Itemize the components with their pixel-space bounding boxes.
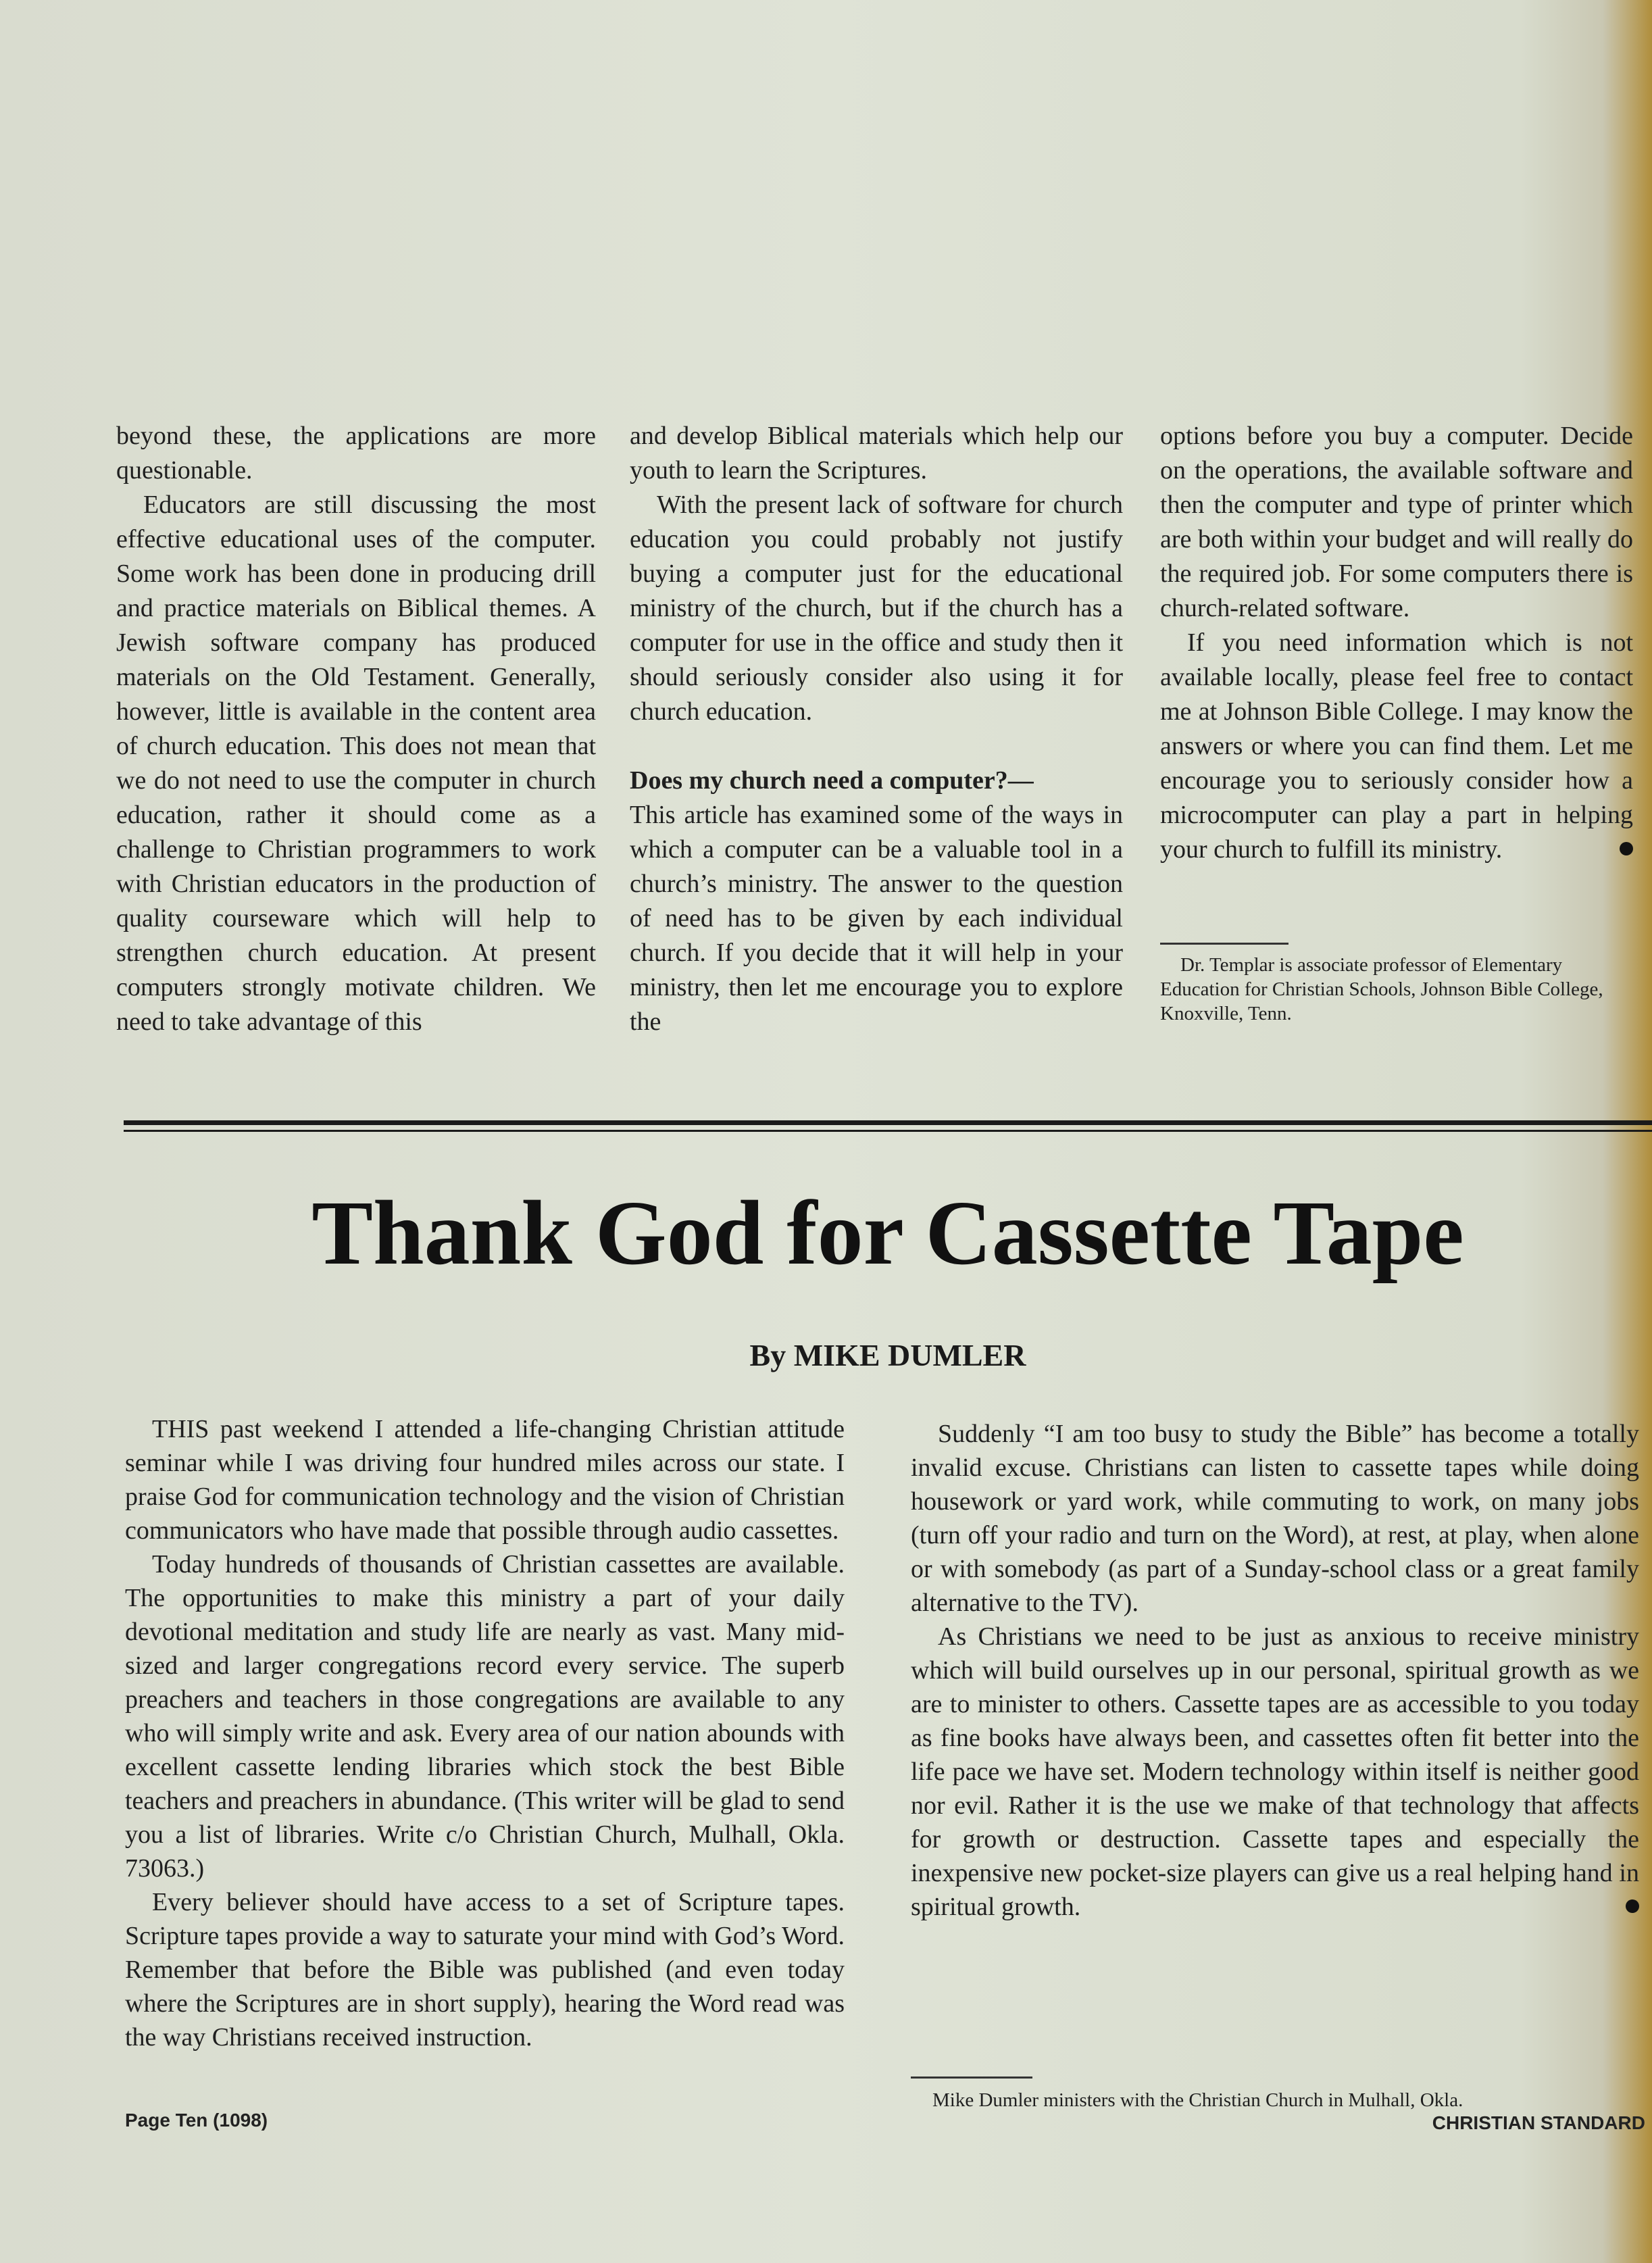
paragraph: options before you buy a computer. Decide on the operations, the available software and then the computer and type of printer which are both within your budget and will really do the required job. For some computers there is church-related software. — [1160, 422, 1633, 622]
article-headline: Thank God for Cassette Tape — [311, 1183, 1464, 1284]
article-column-2 — [911, 1417, 1639, 1924]
author-note: Mike Dumler ministers with the Christian Church in Mulhall, Okla. — [932, 2089, 1463, 2111]
section-subhead — [630, 764, 1123, 798]
paragraph: With the present lack of software for church education you could probably not justify buying a computer just for the educational ministry of the church, but if the church has a computer for use in the office and study then it should seriously consider also using it for church education. — [630, 491, 1123, 726]
paragraph — [1160, 626, 1633, 867]
section-divider-thick — [124, 1120, 1652, 1125]
end-of-article-bullet — [1626, 1899, 1639, 1913]
author-note-rule — [1160, 943, 1288, 945]
subhead-text: Does my church need a computer?— — [630, 766, 1034, 795]
top-article-column-1 — [116, 419, 596, 1039]
paragraph: Today hundreds of thousands of Christian cassettes are available. The opportunities to make this ministry a part of your daily devotional meditation and study life are nearly as vast. Many mid-sized and larger congregations record every service. The superb preachers and teachers in those congregations are available to any who will simply write and ask. Every area of our nation abounds with excellent cassette lending libraries which stock the best Bible teachers and preachers in abundance. (This writer will be glad to send you a list of libraries. Write c/o Christian Church, Mulhall, Okla. 73063.) — [125, 1550, 845, 1883]
article-byline: By MIKE DUMLER — [749, 1338, 1026, 1372]
top-article-column-3 — [1160, 419, 1633, 867]
paragraph: beyond these, the applications are more questionable. — [116, 422, 596, 484]
page-number: Page Ten (1098) — [125, 2110, 268, 2131]
paragraph: This article has examined some of the ways in which a computer can be a valuable tool in a church’s ministry. The answer to the question of need has to be given by each individual church. If you decide that it will help in your ministry, then let me encourage you to explore the — [630, 801, 1123, 1036]
publication-name: CHRISTIAN STANDARD — [1432, 2112, 1645, 2133]
paragraph — [911, 1620, 1639, 1924]
paragraph: Every believer should have access to a set of Scripture tapes. Scripture tapes provide a way to saturate your mind with God’s Word. Remember that before the Bible was published (and even today where the Scriptures are in short supply), hearing the Word read was the way Christians received instruction. — [125, 1888, 845, 2051]
author-note-rule — [911, 2077, 1032, 2079]
paragraph: and develop Biblical materials which help our youth to learn the Scriptures. — [630, 422, 1123, 484]
end-of-article-bullet — [1620, 842, 1633, 855]
section-divider-thin — [124, 1130, 1652, 1132]
paragraph: Educators are still discussing the most effective educational uses of the computer. Some work has been done in producing drill and practice materials on Biblical themes. A Jewish software company has produced materials on the Old Testament. Generally, however, little is available in the content area of church education. This does not mean that we do not need to use the computer in church education, rather it should come as a challenge to Christian programmers to work with Christian educators in the production of quality courseware which will help to strengthen church education. At present computers strongly motivate children. We need to take advantage of this — [116, 491, 596, 1036]
paragraph: THIS past weekend I attended a life-changing Christian attitude seminar while I was driving four hundred miles across our state. I praise God for communication technology and the vision of Christian communicators who have made that possible through audio cassettes. — [125, 1415, 845, 1545]
paragraph-text: If you need information which is not available locally, please feel free to contact me at Johnson Bible College. I may know the answers or where you can find them. Let me encourage you to seriously consider how a microcomputer can play a part in helping your church to fulfill its ministry. — [1160, 628, 1633, 864]
paragraph: Suddenly “I am too busy to study the Bible” has become a totally invalid excuse. Christians can listen to cassette tapes while doing housework or yard work, while commuting to work, on many jobs (turn off your radio and turn on the Word), at rest, at play, when alone or with somebody (as part of a Sunday-school class or a great family alternative to the TV). — [911, 1420, 1639, 1617]
paragraph-text: As Christians we need to be just as anxious to receive ministry which will build ourselves up in our personal, spiritual growth as we are to minister to others. Cassette tapes are as accessible to you today as fine books have always been, and cassettes often fit better into the life pace we have set. Modern technology within itself is neither good nor evil. Rather it is the use we make of that technology that affects for growth or destruction. Cassette tapes and especially the inexpensive new pocket-size players can give us a real helping hand in spiritual growth. — [911, 1622, 1639, 1921]
author-note: Dr. Templar is associate professor of Elementary Education for Christian Schools, Johnson Bible College, Knoxville, Tenn. — [1160, 954, 1603, 1024]
article-column-1 — [125, 1412, 845, 2054]
top-article-column-2 — [630, 419, 1123, 1039]
